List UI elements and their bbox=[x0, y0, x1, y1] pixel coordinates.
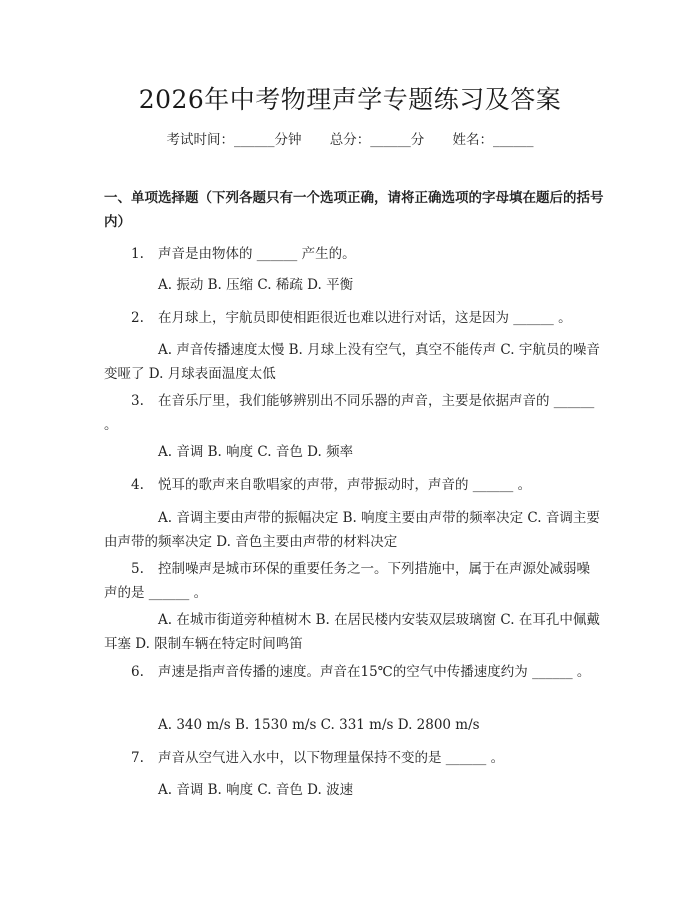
question-2 bbox=[104, 306, 602, 330]
question-6 bbox=[104, 660, 602, 684]
exam-time-field: 考试时间：______分钟 bbox=[166, 132, 302, 148]
question-5-options: A. 在城市街道旁种植树木 B. 在居民楼内安装双层玻璃窗 C. 在耳孔中佩戴耳塞 D. 限制车辆在特定时间鸣笛 bbox=[104, 612, 600, 652]
question-6-options: A. 340 m/s B. 1530 m/s C. 331 m/s D. 2800 m/s bbox=[158, 717, 480, 733]
question-stem: 声音是由物体的 ______ 产生的。 bbox=[158, 246, 356, 262]
exam-info bbox=[0, 128, 700, 152]
question-stem: 在月球上，宇航员即使相距很近也难以进行对话，这是因为 ______ 。 bbox=[158, 310, 572, 326]
question-stem: 声音从空气进入水中，以下物理量保持不变的是 ______ 。 bbox=[158, 750, 505, 766]
question-stem: 在音乐厅里，我们能够辨别出不同乐器的声音，主要是依据声音的 ______ 。 bbox=[104, 393, 595, 433]
question-number: 7. bbox=[131, 750, 144, 766]
question-number: 5. bbox=[131, 561, 144, 577]
name-field: 姓名：______ bbox=[452, 132, 534, 148]
question-number: 6. bbox=[131, 664, 144, 680]
question-4 bbox=[104, 473, 602, 497]
page-title: 2026年中考物理声学专题练习及答案 bbox=[138, 85, 562, 114]
question-stem: 控制噪声是城市环保的重要任务之一。下列措施中，属于在声源处减弱噪声的是 ______ 。 bbox=[104, 561, 590, 601]
question-number: 1. bbox=[131, 246, 144, 262]
question-1-options: A. 振动 B. 压缩 C. 稀疏 D. 平衡 bbox=[158, 277, 354, 293]
total-score-field: 总分：______分 bbox=[329, 132, 425, 148]
section-heading: 一、单项选择题（下列各题只有一个选项正确，请将正确选项的字母填在题后的括号内） bbox=[104, 190, 604, 230]
question-number: 4. bbox=[131, 477, 144, 493]
question-3-options: A. 音调 B. 响度 C. 音色 D. 频率 bbox=[158, 444, 354, 460]
question-5 bbox=[104, 557, 602, 605]
question-3 bbox=[104, 389, 602, 437]
question-number: 3. bbox=[131, 393, 144, 409]
question-number: 2. bbox=[131, 310, 144, 326]
question-1 bbox=[104, 242, 602, 266]
question-2-options: A. 声音传播速度太慢 B. 月球上没有空气，真空不能传声 C. 宇航员的噪音变哑了 D. 月球表面温度太低 bbox=[104, 342, 600, 382]
question-stem: 悦耳的歌声来自歌唱家的声带，声带振动时，声音的 ______ 。 bbox=[158, 477, 532, 493]
question-7-options: A. 音调 B. 响度 C. 音色 D. 波速 bbox=[158, 782, 354, 798]
question-7 bbox=[104, 746, 602, 770]
question-stem: 声速是指声音传播的速度。声音在15℃的空气中传播速度约为 ______ 。 bbox=[158, 664, 591, 680]
question-4-options: A. 音调主要由声带的振幅决定 B. 响度主要由声带的频率决定 C. 音调主要由声带的频率决定 D. 音色主要由声带的材料决定 bbox=[104, 510, 600, 550]
